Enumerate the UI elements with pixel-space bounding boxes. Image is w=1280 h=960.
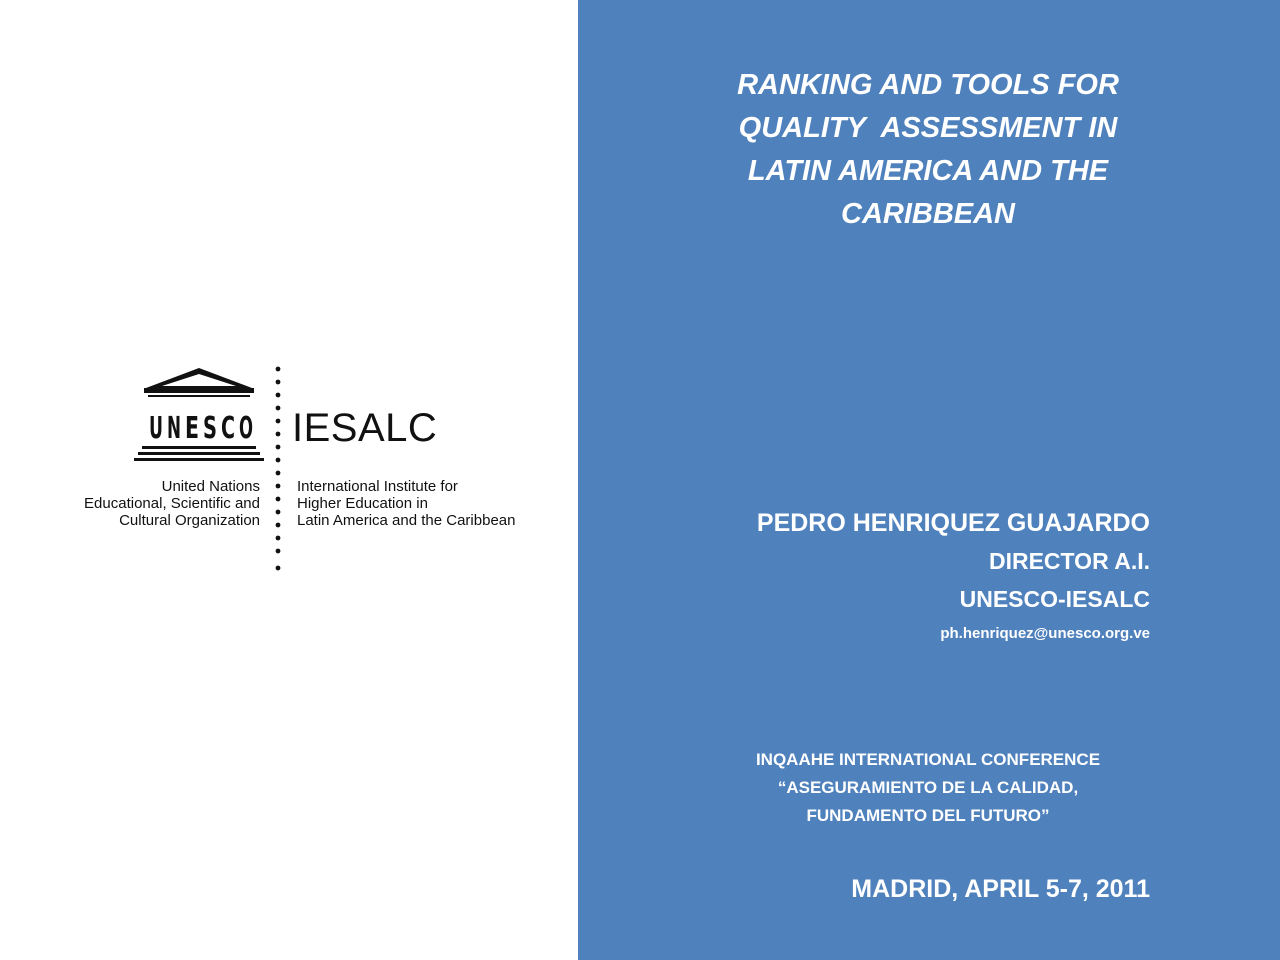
conference-line: INQAAHE INTERNATIONAL CONFERENCE — [755, 750, 1101, 769]
title-line: QUALITY ASSESSMENT IN — [738, 112, 1118, 144]
conference-line: “ASEGURAMIENTO DE LA CALIDAD, — [777, 778, 1079, 797]
event-date: MADRID, APRIL 5-7, 2011 — [851, 875, 1150, 903]
org-line: Educational, Scientific and — [84, 495, 260, 512]
institute-line: Latin America and the Caribbean — [297, 512, 516, 529]
org-line: United Nations — [161, 478, 260, 495]
svg-text:U: U — [149, 411, 163, 446]
unesco-organization-name — [60, 478, 260, 529]
institute-line: International Institute for — [297, 478, 458, 495]
institute-full-name — [297, 478, 557, 529]
unesco-iesalc-logo — [60, 360, 560, 580]
svg-text:N: N — [167, 411, 181, 446]
author-name: PEDRO HENRIQUEZ GUAJARDO — [756, 509, 1150, 537]
unesco-temple-icon — [134, 366, 264, 462]
title-line: RANKING AND TOOLS FOR — [737, 69, 1119, 101]
svg-text:C: C — [221, 411, 235, 446]
conference-line: FUNDAMENTO DEL FUTURO” — [806, 806, 1050, 825]
content-panel — [578, 0, 1280, 960]
institute-acronym: IESALC — [292, 406, 438, 450]
author-email: ph.henriquez@unesco.org.ve — [940, 625, 1150, 642]
org-line: Cultural Organization — [119, 512, 260, 529]
author-role: DIRECTOR A.I. — [988, 548, 1150, 574]
author-organization: UNESCO-IESALC — [959, 586, 1150, 612]
svg-text:S: S — [203, 411, 217, 446]
conference-block — [708, 746, 1148, 830]
dotted-divider — [273, 364, 283, 574]
institute-line: Higher Education in — [297, 495, 428, 512]
svg-text:O: O — [239, 411, 253, 446]
author-block — [630, 504, 1150, 650]
title-line: LATIN AMERICA AND THE — [747, 155, 1109, 187]
logo-panel — [0, 0, 578, 960]
title-line: CARIBBEAN — [841, 198, 1015, 230]
presentation-title — [708, 64, 1148, 236]
svg-text:E: E — [185, 411, 199, 446]
